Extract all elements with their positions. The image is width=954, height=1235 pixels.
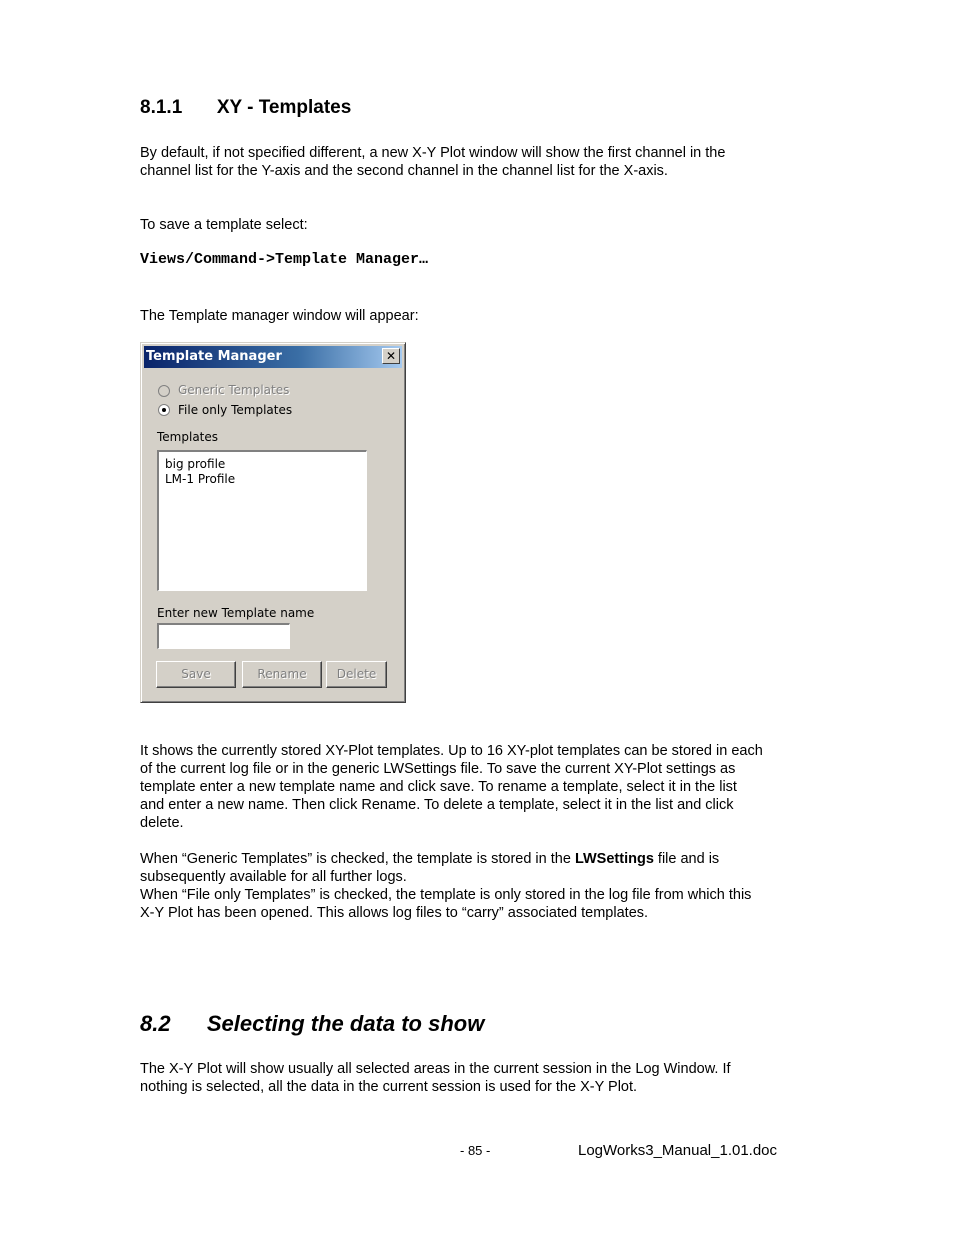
text-line: X-Y Plot has been opened. This allows log files to “carry” associated templates. <box>140 905 649 921</box>
new-name-label: Enter new Template name <box>157 606 315 620</box>
dialog-title: Template Manager <box>146 349 282 364</box>
list-item[interactable]: LM-1 Profile <box>165 472 236 486</box>
paragraph-default-channels <box>140 144 725 180</box>
text-line: of the current log file or in the generic LWSettings file. To save the current XY-Plot settings as <box>140 761 736 777</box>
paragraph-generic-vs-file <box>140 850 751 922</box>
heading-title: Selecting the data to show <box>206 1011 485 1036</box>
close-icon: ✕ <box>385 349 397 363</box>
text-line: When “File only Templates” is checked, the template is only stored in the log file from which this <box>140 887 752 903</box>
page-number: - 85 - <box>460 1143 491 1158</box>
heading-number: 8.2 <box>140 1011 171 1036</box>
text-line: By default, if not specified different, a new X-Y Plot window will show the first channel in the <box>140 145 726 161</box>
section-heading-8-2 <box>140 1011 484 1037</box>
text-run: When “Generic Templates” is checked, the template is stored in the <box>140 851 575 867</box>
section-heading-8-1-1 <box>140 97 351 119</box>
delete-button[interactable]: Delete <box>326 661 387 688</box>
text-run: file and is <box>653 851 720 867</box>
radio-file-only-templates[interactable] <box>158 404 170 416</box>
text-line: subsequently available for all further logs. <box>140 869 407 885</box>
text-line: It shows the currently stored XY-Plot templates. Up to 16 XY-plot templates can be stored in each <box>140 743 763 759</box>
radio-generic-label: Generic Templates <box>178 383 290 397</box>
list-item[interactable]: big profile <box>165 457 226 471</box>
heading-title: XY - Templates <box>216 97 352 118</box>
save-button[interactable]: Save <box>156 661 236 688</box>
template-manager-dialog <box>140 342 406 703</box>
text-line: template enter a new template name and click save. To rename a template, select it in the list <box>140 779 737 795</box>
paragraph-selecting-data <box>140 1060 731 1096</box>
footer-filename: LogWorks3_Manual_1.01.doc <box>578 1142 778 1159</box>
templates-listbox[interactable] <box>157 450 367 591</box>
rename-button[interactable]: Rename <box>242 661 322 688</box>
menu-path: Views/Command->Template Manager… <box>140 251 429 268</box>
paragraph-save-template: To save a template select: <box>140 217 308 233</box>
radio-file-only-label: File only Templates <box>178 403 293 417</box>
text-line: channel list for the Y-axis and the second channel in the channel list for the X-axis. <box>140 163 668 179</box>
templates-label: Templates <box>157 430 219 444</box>
radio-generic-templates[interactable] <box>158 385 170 397</box>
text-line: The X-Y Plot will show usually all selected areas in the current session in the Log Window. If <box>140 1061 731 1077</box>
template-name-input[interactable] <box>157 623 290 649</box>
paragraph-stored-templates <box>140 742 763 832</box>
bold-term: LWSettings <box>574 851 654 867</box>
text-line: delete. <box>140 815 184 831</box>
text-line: nothing is selected, all the data in the current session is used for the X-Y Plot. <box>140 1079 638 1095</box>
paragraph-window-appear: The Template manager window will appear: <box>140 308 419 324</box>
text-line <box>140 850 751 868</box>
text-line: and enter a new name. Then click Rename. To delete a template, select it in the list and click <box>140 797 734 813</box>
dialog-titlebar <box>144 346 402 368</box>
close-button[interactable] <box>382 348 400 364</box>
heading-number: 8.1.1 <box>140 97 183 118</box>
